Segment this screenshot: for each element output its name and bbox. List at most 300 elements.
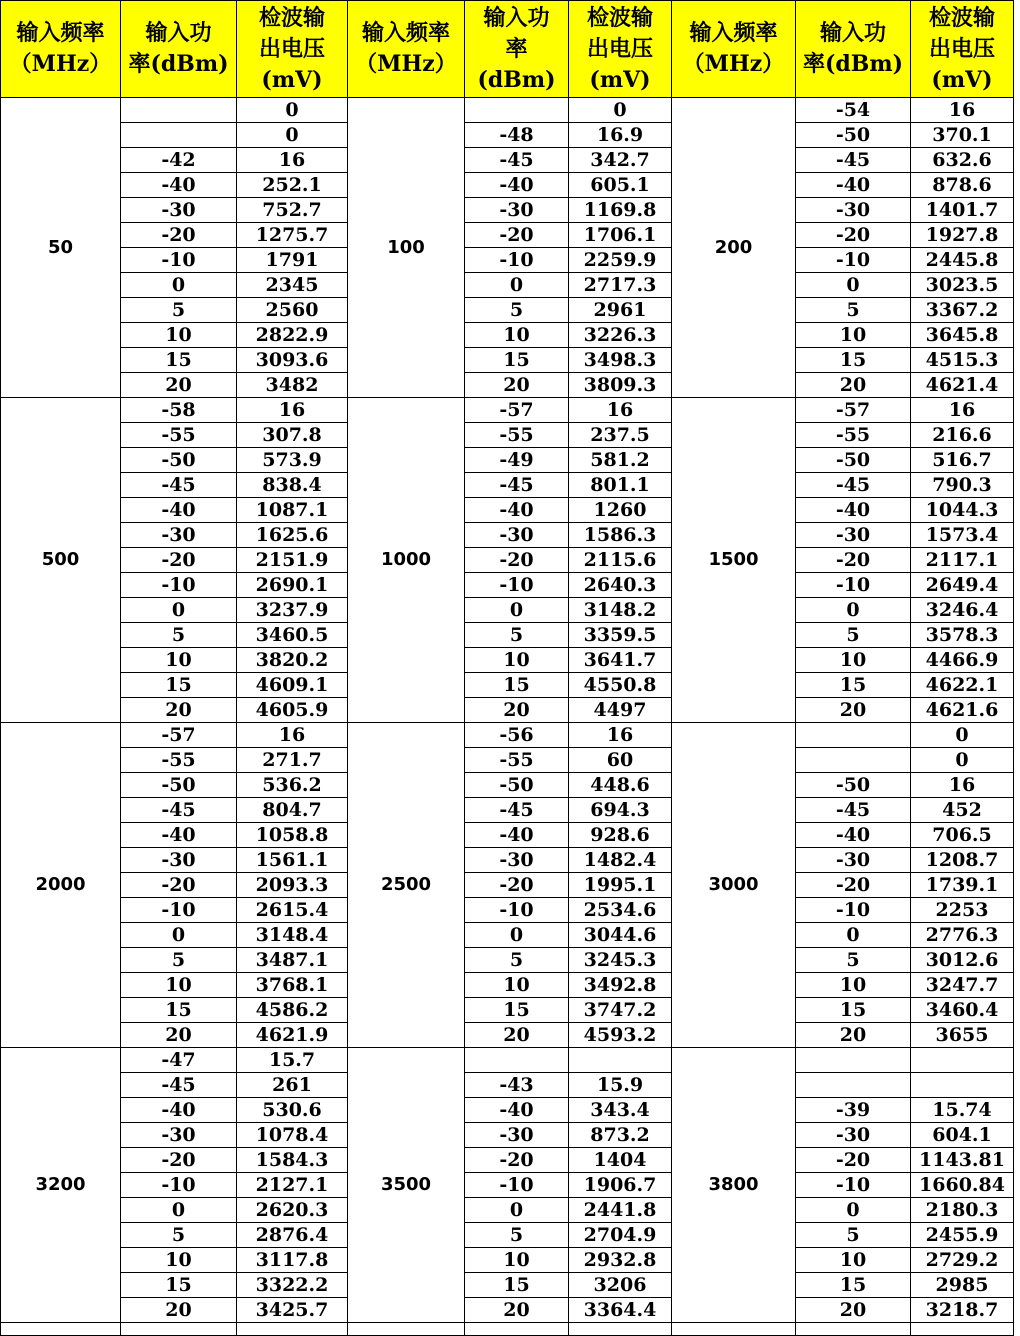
header-line: 出电压: [928, 35, 995, 62]
power-cell: -30: [121, 198, 237, 223]
power-cell: -49: [465, 448, 569, 473]
table-row: [1, 873, 1014, 898]
voltage-cell: 2127.1: [237, 1173, 348, 1198]
voltage-cell: 2115.6: [569, 548, 672, 573]
frequency-cell: 3000: [672, 723, 796, 1048]
voltage-cell: 1739.1: [911, 873, 1014, 898]
power-cell: -50: [796, 123, 911, 148]
voltage-cell: 0: [237, 98, 348, 123]
header-line: （MHz）: [682, 51, 785, 77]
power-cell: 10: [465, 1248, 569, 1273]
power-cell: 0: [121, 273, 237, 298]
header-line: 输入功: [819, 20, 886, 46]
power-cell: 15: [796, 1273, 911, 1298]
voltage-cell: 3218.7: [911, 1298, 1014, 1323]
voltage-cell: 573.9: [237, 448, 348, 473]
voltage-cell: [569, 1048, 672, 1073]
voltage-cell: 530.6: [237, 1098, 348, 1123]
voltage-cell: 3809.3: [569, 373, 672, 398]
voltage-cell: 3425.7: [237, 1298, 348, 1323]
power-cell: 10: [796, 323, 911, 348]
voltage-cell: 4586.2: [237, 998, 348, 1023]
voltage-cell: 271.7: [237, 748, 348, 773]
voltage-cell: 3044.6: [569, 923, 672, 948]
power-cell: [796, 1048, 911, 1073]
voltage-cell: 2253: [911, 898, 1014, 923]
power-cell: 0: [465, 598, 569, 623]
table-row: [1, 1023, 1014, 1048]
table-row: [1, 898, 1014, 923]
table-row: [1, 773, 1014, 798]
power-cell: -40: [121, 1098, 237, 1123]
power-cell: 15: [796, 673, 911, 698]
table-row: [1, 1298, 1014, 1323]
voltage-cell: 804.7: [237, 798, 348, 823]
power-cell: -55: [121, 748, 237, 773]
voltage-cell: 2151.9: [237, 548, 348, 573]
voltage-cell: 16: [569, 398, 672, 423]
voltage-cell: 2961: [569, 298, 672, 323]
power-cell: -40: [465, 498, 569, 523]
power-cell: 5: [121, 623, 237, 648]
voltage-cell: 3492.8: [569, 973, 672, 998]
voltage-cell: 252.1: [237, 173, 348, 198]
column-header-power-header: [465, 1, 569, 98]
voltage-cell: 3322.2: [237, 1273, 348, 1298]
empty-cell: [911, 1323, 1014, 1336]
power-cell: -20: [465, 873, 569, 898]
power-cell: 15: [465, 673, 569, 698]
voltage-cell: 604.1: [911, 1123, 1014, 1148]
power-cell: 5: [465, 623, 569, 648]
table-row: [1, 1173, 1014, 1198]
power-cell: -50: [465, 773, 569, 798]
power-cell: 5: [465, 298, 569, 323]
table-row: [1, 823, 1014, 848]
voltage-cell: 237.5: [569, 423, 672, 448]
header-line: （MHz）: [355, 51, 457, 77]
power-cell: -57: [121, 723, 237, 748]
voltage-cell: 2729.2: [911, 1248, 1014, 1273]
voltage-cell: 4497: [569, 698, 672, 723]
power-cell: -43: [465, 1073, 569, 1098]
header-line: 检波输: [928, 4, 995, 31]
header-line: 率(dBm): [128, 51, 229, 77]
power-cell: -20: [465, 223, 569, 248]
table-row: [1, 673, 1014, 698]
power-cell: -50: [796, 773, 911, 798]
voltage-cell: 4621.4: [911, 373, 1014, 398]
power-cell: -40: [465, 173, 569, 198]
power-cell: -40: [121, 823, 237, 848]
power-cell: -10: [796, 248, 911, 273]
header-line: 率(dBm): [802, 51, 904, 77]
power-cell: -45: [121, 1073, 237, 1098]
voltage-cell: 1404: [569, 1148, 672, 1173]
power-cell: [796, 1073, 911, 1098]
frequency-cell: 3200: [1, 1048, 121, 1323]
voltage-cell: 2093.3: [237, 873, 348, 898]
power-cell: 20: [465, 1298, 569, 1323]
voltage-cell: 1169.8: [569, 198, 672, 223]
power-cell: -10: [796, 573, 911, 598]
power-cell: 0: [796, 273, 911, 298]
power-cell: -50: [796, 448, 911, 473]
voltage-cell: 3498.3: [569, 348, 672, 373]
power-cell: [121, 123, 237, 148]
table-row: [1, 998, 1014, 1023]
voltage-cell: 16: [569, 723, 672, 748]
power-cell: 10: [121, 323, 237, 348]
power-cell: -30: [465, 198, 569, 223]
column-header-freq-header: [348, 1, 465, 98]
frequency-cell: 100: [348, 98, 465, 398]
voltage-cell: 16.9: [569, 123, 672, 148]
power-cell: [796, 748, 911, 773]
table-row: [1, 323, 1014, 348]
voltage-cell: 3117.8: [237, 1248, 348, 1273]
power-cell: -10: [465, 1173, 569, 1198]
voltage-cell: 1927.8: [911, 223, 1014, 248]
power-cell: 5: [796, 623, 911, 648]
power-cell: -20: [121, 223, 237, 248]
voltage-cell: 1995.1: [569, 873, 672, 898]
power-cell: 5: [796, 1223, 911, 1248]
voltage-cell: 3359.5: [569, 623, 672, 648]
frequency-cell: 200: [672, 98, 796, 398]
voltage-cell: 2640.3: [569, 573, 672, 598]
voltage-cell: 307.8: [237, 423, 348, 448]
power-cell: 5: [465, 948, 569, 973]
table-row: [1, 1123, 1014, 1148]
power-cell: 10: [121, 1248, 237, 1273]
power-cell: -20: [796, 548, 911, 573]
table-row: [1, 448, 1014, 473]
voltage-cell: 2876.4: [237, 1223, 348, 1248]
voltage-cell: 448.6: [569, 773, 672, 798]
table-row: [1, 223, 1014, 248]
voltage-cell: 1660.84: [911, 1173, 1014, 1198]
table-row: [1, 348, 1014, 373]
power-cell: -58: [121, 398, 237, 423]
voltage-cell: 216.6: [911, 423, 1014, 448]
voltage-cell: 1906.7: [569, 1173, 672, 1198]
power-cell: -40: [796, 498, 911, 523]
table-row: [1, 398, 1014, 423]
column-header-freq-header: [672, 1, 796, 98]
power-cell: -42: [121, 148, 237, 173]
table-row: [1, 698, 1014, 723]
voltage-cell: 16: [237, 723, 348, 748]
power-cell: -10: [121, 248, 237, 273]
voltage-cell: 1561.1: [237, 848, 348, 873]
power-cell: -20: [796, 1148, 911, 1173]
table-row: [1, 1248, 1014, 1273]
voltage-cell: 3012.6: [911, 948, 1014, 973]
voltage-cell: 4550.8: [569, 673, 672, 698]
header-line: 率: [505, 35, 528, 62]
power-cell: 20: [465, 1023, 569, 1048]
voltage-cell: 2932.8: [569, 1248, 672, 1273]
voltage-cell: 838.4: [237, 473, 348, 498]
table-row: [1, 598, 1014, 623]
voltage-cell: 16: [237, 148, 348, 173]
voltage-cell: 632.6: [911, 148, 1014, 173]
voltage-cell: 878.6: [911, 173, 1014, 198]
empty-cell: [237, 1323, 348, 1336]
power-cell: 0: [121, 923, 237, 948]
voltage-cell: 1208.7: [911, 848, 1014, 873]
power-cell: -10: [465, 573, 569, 598]
empty-cell: [465, 1323, 569, 1336]
power-cell: 0: [796, 1198, 911, 1223]
voltage-cell: 60: [569, 748, 672, 773]
power-cell: -55: [465, 748, 569, 773]
table-row: [1, 848, 1014, 873]
table-row: [1, 523, 1014, 548]
voltage-cell: 16: [237, 398, 348, 423]
power-cell: -30: [121, 848, 237, 873]
table-row: [1, 148, 1014, 173]
column-header-voltage-header: [237, 1, 348, 98]
power-cell: 15: [465, 348, 569, 373]
voltage-cell: 1584.3: [237, 1148, 348, 1173]
voltage-cell: 15.74: [911, 1098, 1014, 1123]
empty-row: [1, 1323, 1014, 1336]
voltage-cell: 1044.3: [911, 498, 1014, 523]
voltage-cell: 2345: [237, 273, 348, 298]
frequency-cell: 50: [1, 98, 121, 398]
power-cell: -45: [121, 473, 237, 498]
power-cell: -30: [121, 523, 237, 548]
power-cell: 20: [796, 1023, 911, 1048]
power-cell: -40: [465, 1098, 569, 1123]
power-cell: -48: [465, 123, 569, 148]
voltage-cell: 261: [237, 1073, 348, 1098]
voltage-cell: 1586.3: [569, 523, 672, 548]
power-cell: -45: [465, 473, 569, 498]
voltage-cell: 536.2: [237, 773, 348, 798]
power-cell: 0: [465, 1198, 569, 1223]
header-line: 输入频率: [689, 20, 778, 46]
voltage-cell: 2560: [237, 298, 348, 323]
header-line: 检波输: [258, 4, 325, 31]
voltage-cell: 2717.3: [569, 273, 672, 298]
power-cell: -45: [796, 148, 911, 173]
voltage-cell: 752.7: [237, 198, 348, 223]
header-line: 输入功: [145, 20, 212, 46]
voltage-cell: 16: [911, 398, 1014, 423]
power-cell: -50: [121, 773, 237, 798]
voltage-cell: 3641.7: [569, 648, 672, 673]
table-row: [1, 373, 1014, 398]
voltage-cell: 4593.2: [569, 1023, 672, 1048]
power-cell: 10: [796, 648, 911, 673]
power-cell: -10: [121, 898, 237, 923]
frequency-cell: 2000: [1, 723, 121, 1048]
power-cell: 0: [121, 598, 237, 623]
power-cell: 5: [121, 1223, 237, 1248]
power-cell: 15: [465, 1273, 569, 1298]
voltage-cell: 928.6: [569, 823, 672, 848]
voltage-cell: 2649.4: [911, 573, 1014, 598]
header-line: 输入功: [483, 4, 550, 31]
power-cell: 5: [465, 1223, 569, 1248]
power-cell: -45: [121, 798, 237, 823]
table-row: [1, 1198, 1014, 1223]
voltage-cell: 4515.3: [911, 348, 1014, 373]
power-cell: 15: [796, 998, 911, 1023]
table-row: [1, 548, 1014, 573]
power-cell: -55: [465, 423, 569, 448]
table-row: [1, 798, 1014, 823]
power-cell: 20: [796, 698, 911, 723]
power-cell: -30: [465, 848, 569, 873]
voltage-cell: [911, 1073, 1014, 1098]
power-cell: -20: [121, 1148, 237, 1173]
empty-cell: [796, 1323, 911, 1336]
voltage-cell: 16: [911, 98, 1014, 123]
power-cell: 20: [796, 373, 911, 398]
power-cell: 10: [121, 648, 237, 673]
power-cell: 15: [796, 348, 911, 373]
voltage-cell: 2690.1: [237, 573, 348, 598]
voltage-cell: 790.3: [911, 473, 1014, 498]
table-row: [1, 473, 1014, 498]
voltage-cell: 1058.8: [237, 823, 348, 848]
voltage-cell: 2615.4: [237, 898, 348, 923]
power-cell: 10: [121, 973, 237, 998]
power-cell: -40: [121, 173, 237, 198]
voltage-cell: 3367.2: [911, 298, 1014, 323]
voltage-cell: 4621.6: [911, 698, 1014, 723]
power-cell: 0: [796, 598, 911, 623]
table-row: [1, 723, 1014, 748]
frequency-cell: 2500: [348, 723, 465, 1048]
table-row: [1, 273, 1014, 298]
column-header-freq-header: [1, 1, 121, 98]
empty-cell: [569, 1323, 672, 1336]
power-cell: -40: [121, 498, 237, 523]
power-cell: 15: [121, 673, 237, 698]
power-cell: -40: [465, 823, 569, 848]
table-row: [1, 173, 1014, 198]
power-cell: -30: [465, 523, 569, 548]
power-cell: -20: [121, 548, 237, 573]
header-line: 出电压: [586, 35, 653, 62]
frequency-cell: 1500: [672, 398, 796, 723]
voltage-cell: 873.2: [569, 1123, 672, 1148]
voltage-cell: 3645.8: [911, 323, 1014, 348]
table-row: [1, 1148, 1014, 1173]
table-row: [1, 1048, 1014, 1073]
frequency-cell: 3500: [348, 1048, 465, 1323]
voltage-cell: 3487.1: [237, 948, 348, 973]
voltage-cell: 3655: [911, 1023, 1014, 1048]
table-row: [1, 923, 1014, 948]
voltage-cell: 2455.9: [911, 1223, 1014, 1248]
header-row: [1, 1, 1014, 98]
voltage-cell: 16: [911, 773, 1014, 798]
power-cell: [121, 98, 237, 123]
power-cell: -40: [796, 823, 911, 848]
voltage-cell: 1625.6: [237, 523, 348, 548]
voltage-cell: 3206: [569, 1273, 672, 1298]
voltage-cell: 3460.4: [911, 998, 1014, 1023]
power-cell: -30: [796, 1123, 911, 1148]
voltage-cell: 3578.3: [911, 623, 1014, 648]
voltage-cell: 516.7: [911, 448, 1014, 473]
voltage-cell: 3023.5: [911, 273, 1014, 298]
column-header-power-header: [121, 1, 237, 98]
power-cell: 10: [796, 973, 911, 998]
power-cell: 15: [121, 998, 237, 1023]
power-cell: 15: [121, 348, 237, 373]
frequency-cell: 500: [1, 398, 121, 723]
header-line: 输入频率: [361, 20, 450, 46]
power-cell: 0: [465, 273, 569, 298]
voltage-cell: 342.7: [569, 148, 672, 173]
power-cell: -10: [465, 898, 569, 923]
power-cell: -20: [121, 873, 237, 898]
power-cell: -39: [796, 1098, 911, 1123]
voltage-cell: 1143.81: [911, 1148, 1014, 1173]
power-cell: -30: [121, 1123, 237, 1148]
table-row: [1, 623, 1014, 648]
header-line: 检波输: [586, 4, 653, 31]
voltage-cell: 605.1: [569, 173, 672, 198]
header-line: 输入频率: [16, 20, 105, 46]
table-row: [1, 1073, 1014, 1098]
power-cell: -30: [796, 848, 911, 873]
table-row: [1, 298, 1014, 323]
voltage-cell: 3245.3: [569, 948, 672, 973]
voltage-cell: 2117.1: [911, 548, 1014, 573]
voltage-cell: 2620.3: [237, 1198, 348, 1223]
power-cell: 5: [121, 298, 237, 323]
power-cell: -30: [796, 198, 911, 223]
voltage-cell: 2985: [911, 1273, 1014, 1298]
voltage-cell: 343.4: [569, 1098, 672, 1123]
power-cell: -10: [465, 248, 569, 273]
power-cell: 0: [465, 923, 569, 948]
voltage-cell: 3247.7: [911, 973, 1014, 998]
header-line: (mV): [261, 66, 323, 93]
empty-cell: [1, 1323, 121, 1336]
power-cell: 20: [465, 698, 569, 723]
power-cell: 20: [121, 373, 237, 398]
power-cell: [796, 723, 911, 748]
table-row: [1, 573, 1014, 598]
voltage-cell: 3148.4: [237, 923, 348, 948]
voltage-cell: 1401.7: [911, 198, 1014, 223]
power-cell: 0: [796, 923, 911, 948]
power-cell: -55: [121, 423, 237, 448]
table-row: [1, 1098, 1014, 1123]
voltage-cell: 581.2: [569, 448, 672, 473]
power-cell: -56: [465, 723, 569, 748]
empty-cell: [121, 1323, 237, 1336]
header-line: (mV): [931, 66, 993, 93]
voltage-cell: 4621.9: [237, 1023, 348, 1048]
power-cell: 0: [121, 1198, 237, 1223]
voltage-cell: 3747.2: [569, 998, 672, 1023]
voltage-cell: 3093.6: [237, 348, 348, 373]
power-cell: 20: [796, 1298, 911, 1323]
voltage-cell: 3148.2: [569, 598, 672, 623]
column-header-voltage-header: [569, 1, 672, 98]
table-row: [1, 748, 1014, 773]
